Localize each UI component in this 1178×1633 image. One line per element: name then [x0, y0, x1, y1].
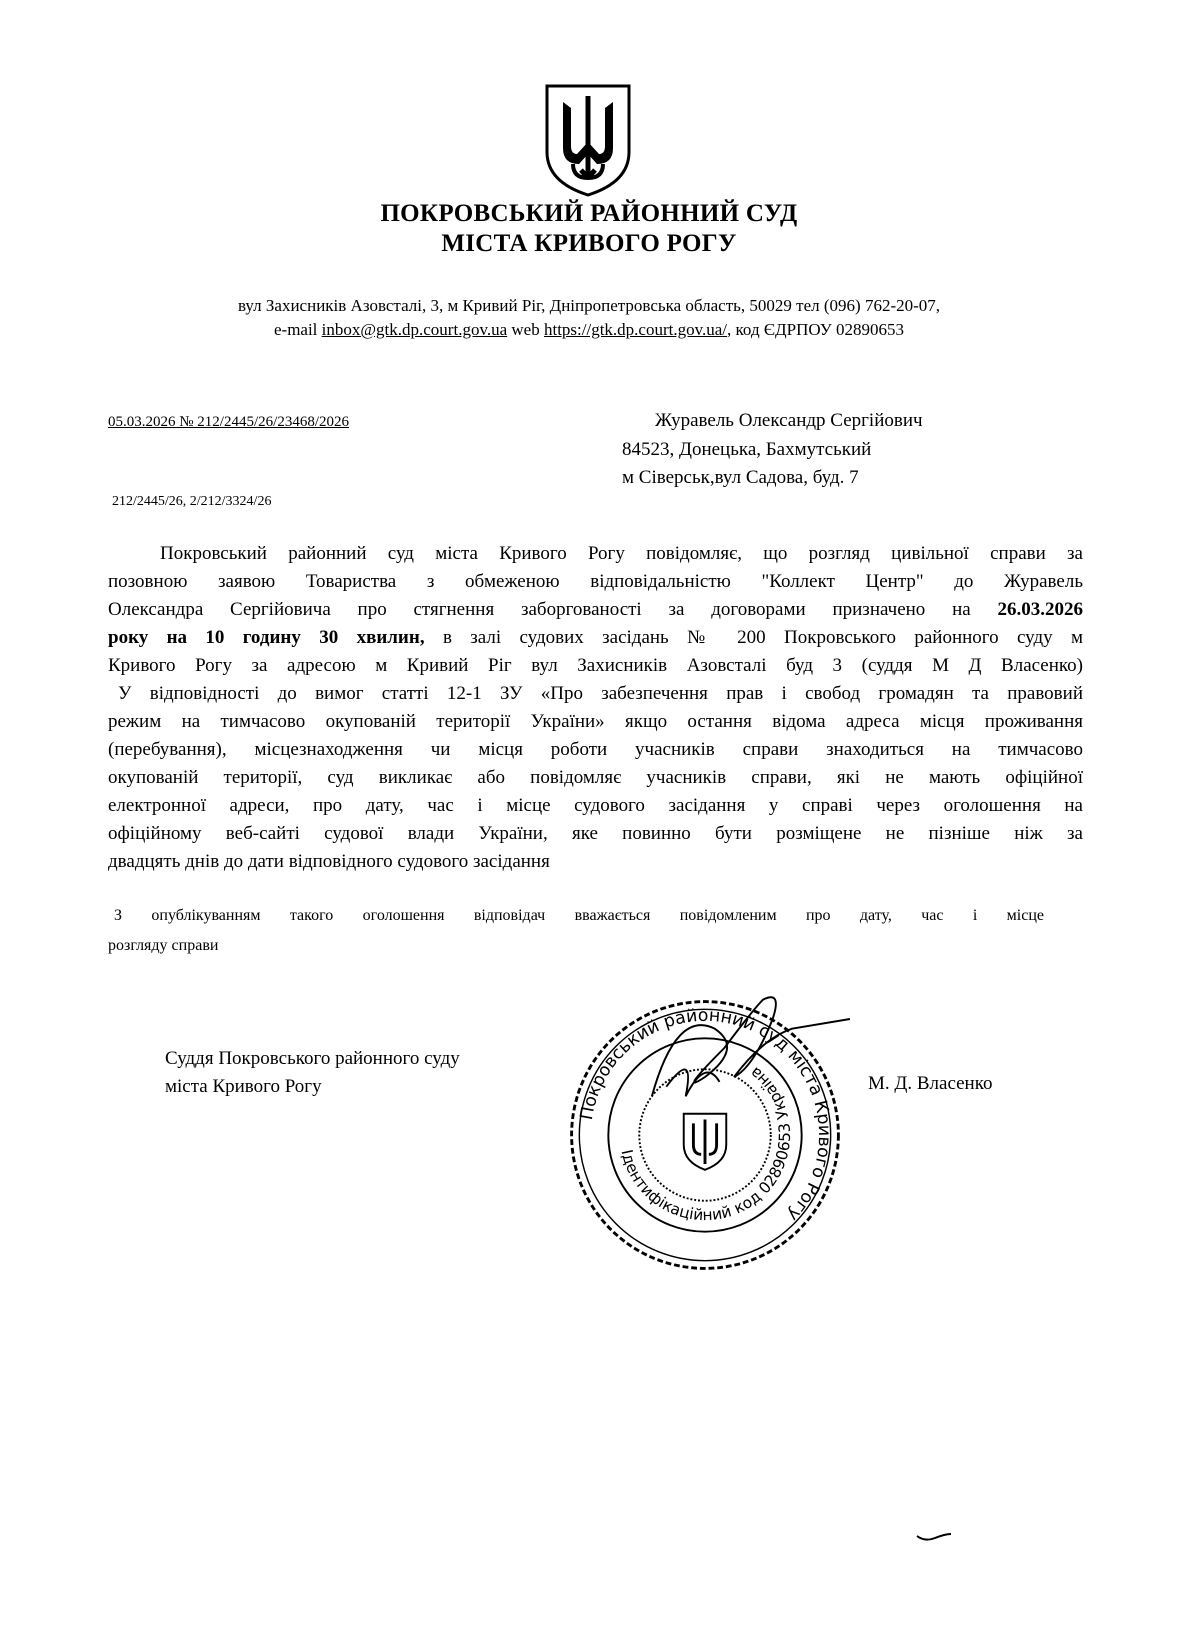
court-address: вул Захисників Азовсталі, 3, м Кривий Ріг, Дніпропетровська область, 50029 тел (096) 762-20-07, — [237, 296, 941, 315]
body-p2-line6: офіційному веб-сайті судової влади України, яке повинно бути розміщене не пізніше ніж за — [108, 823, 1083, 844]
trident-emblem-icon — [543, 82, 633, 198]
body-p1-line2: позовною заявою Товариства з обмеженою відповідальністю "Коллект Центр" до Журавель — [108, 571, 1083, 592]
edrpou-code: , код ЄДРПОУ 02890653 — [727, 320, 904, 339]
recipient-address-2: м Сіверськ,вул Садова, буд. 7 — [622, 467, 859, 488]
recipient-address-1: 84523, Донецька, Бахмутський — [622, 439, 872, 460]
body-p2-line5: електронної адреси, про дату, час і місце судового засідання у справі через оголошення на — [108, 795, 1083, 816]
scan-mark-icon — [915, 1530, 955, 1544]
body-p2-line2: режим на тимчасово окупованій території України» якщо остання відома адреса місця проживання — [108, 711, 1083, 732]
body-p1-line3 — [108, 596, 1083, 624]
signer-position-2: міста Кривого Рогу — [165, 1076, 322, 1097]
court-contacts — [0, 320, 1178, 340]
outgoing-date-number: 05.03.2026 № 212/2445/26/23468/2026 — [108, 414, 349, 430]
court-name-line1: ПОКРОВСЬКИЙ РАЙОННИЙ СУД — [380, 200, 798, 227]
body-p1-line3-text: Олександра Сергійовича про стягнення заборгованості за договорами призначено на — [108, 599, 971, 620]
body-p2-line3: (перебування), місцезнаходження чи місця роботи учасників справи знаходиться на тимчасово — [108, 739, 1083, 760]
email-label: e-mail — [273, 320, 318, 339]
svg-text:Покровський районний суд міста: Покровський районний суд міста Кривого Рогу — [576, 1005, 835, 1225]
svg-text:Ідентифікаційний код 02890653: Ідентифікаційний код 02890653 Україна — [617, 1063, 795, 1225]
body-p1-line4 — [108, 624, 1083, 652]
recipient-name: Журавель Олександр Сергійович — [655, 410, 923, 431]
body-p1-line5: Кривого Рогу за адресою м Кривий Ріг вул Захисників Азовсталі буд 3 (суддя М Д Власенко) — [108, 655, 1083, 676]
hearing-date: 26.03.2026 — [997, 599, 1083, 620]
body-p2-line1: У відповідності до вимог статті 12-1 ЗУ «Про забезпечення прав і свобод громадян та правовий — [118, 683, 1083, 704]
case-numbers: 212/2445/26, 2/212/3324/26 — [112, 494, 272, 509]
court-stamp — [560, 985, 850, 1285]
body-p3-line1: З опублікуванням такого оголошення відповідач вважається повідомленим про дату, час і місце — [114, 907, 1044, 924]
email-link[interactable]: inbox@gtk.dp.court.gov.ua — [321, 320, 508, 339]
signer-name: М. Д. Власенко — [868, 1073, 993, 1094]
body-p1-line1: Покровський районний суд міста Кривого Рогу повідомляє, що розгляд цивільної справи за — [160, 543, 1083, 564]
body-p2-line4: окупованій території, суд викликає або повідомляє учасників справи, які не мають офіційної — [108, 767, 1083, 788]
body-p2-line7: двадцять днів до дати відповідного судового засідання — [108, 851, 550, 872]
signer-position-1: Суддя Покровського районного суду — [165, 1048, 460, 1069]
web-label: web — [511, 320, 540, 339]
web-link[interactable]: https://gtk.dp.court.gov.ua/ — [543, 320, 728, 339]
court-name-line2: МІСТА КРИВОГО РОГУ — [441, 230, 737, 257]
hearing-time: року на 10 годину 30 хвилин, — [108, 627, 425, 648]
body-p3-line2: розгляду справи — [108, 937, 219, 954]
body-p1-line4-text: в залі судових засідань № 200 Покровського районного суду м — [442, 627, 1083, 648]
